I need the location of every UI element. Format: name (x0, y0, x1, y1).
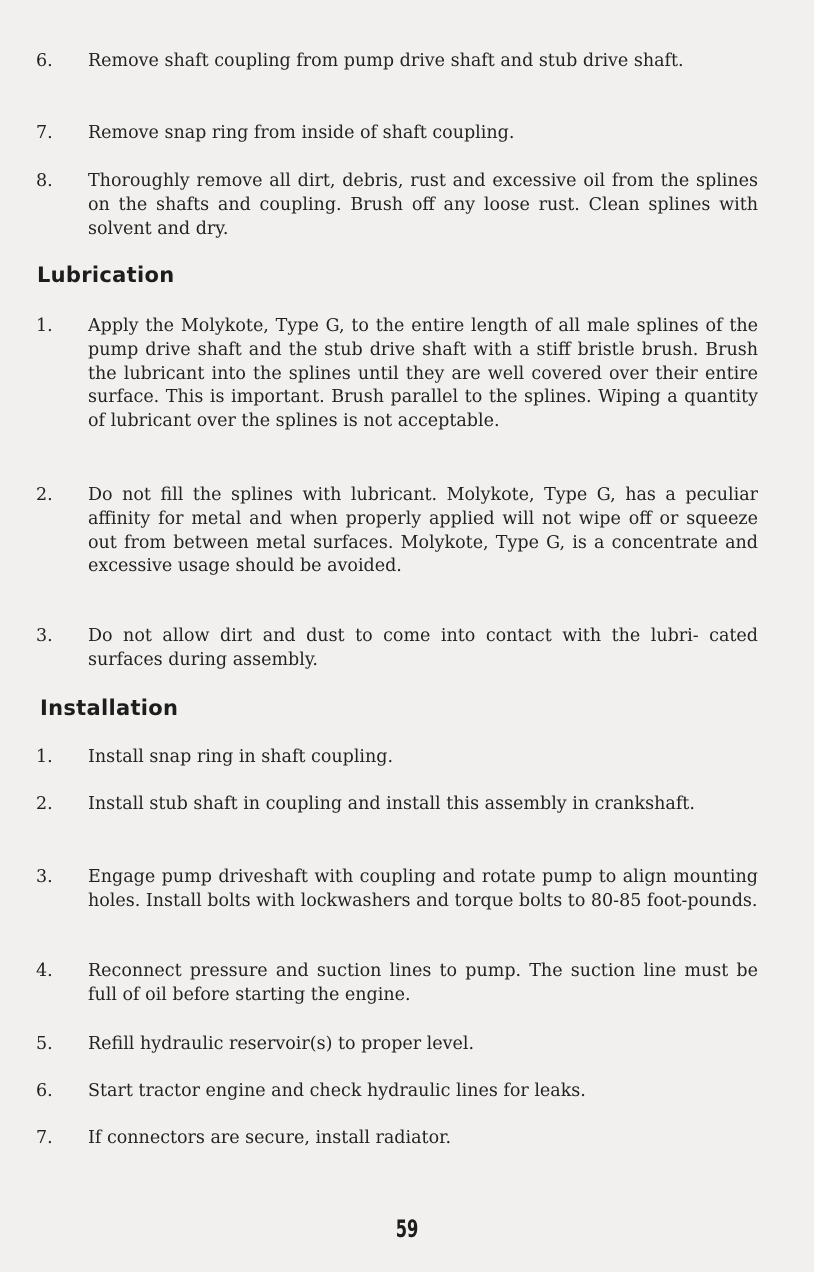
step-text: Refill hydraulic reservoir(s) to proper level. (88, 1034, 475, 1054)
step-text: Install snap ring in shaft coupling. (88, 747, 394, 767)
step-text: Apply the Molykote, Type G, to the entire length of all male splines of the pump drive shaft and the stub drive shaft with a stiff bristle brush. Brush the lubricant into the splines until they are well covered over their entire surface. This is important. Brush parallel to the splines. Wiping a quantity of lubricant over the splines is not acceptable. (88, 316, 758, 432)
installation-heading: Installation (40, 696, 179, 720)
step-number: 1. (36, 747, 53, 767)
step-number: 5. (36, 1034, 53, 1054)
step-number: 3. (36, 867, 53, 887)
step-text: If connectors are secure, install radiator. (88, 1128, 452, 1148)
step-text: Remove shaft coupling from pump drive shaft and stub drive shaft. (88, 51, 684, 71)
step-number: 8. (36, 171, 53, 191)
step-number: 3. (36, 626, 53, 646)
step-text: Remove snap ring from inside of shaft coupling. (88, 123, 515, 143)
step-text: Install stub shaft in coupling and install this assembly in crankshaft. (88, 794, 695, 814)
lubrication-heading: Lubrication (37, 263, 175, 287)
step-number: 6. (36, 51, 53, 71)
step-number: 2. (36, 485, 53, 505)
step-number: 2. (36, 794, 53, 814)
step-number: 1. (36, 316, 53, 336)
step-number: 7. (36, 1128, 53, 1148)
step-number: 6. (36, 1081, 53, 1101)
step-text: Reconnect pressure and suction lines to pump. The suction line must be full of oil before starting the engine. (88, 961, 758, 1005)
step-text: Thoroughly remove all dirt, debris, rust and excessive oil from the splines on the shafts and coupling. Brush off any loose rust. Clean splines with solvent and dry. (88, 171, 758, 239)
step-text: Do not fill the splines with lubricant. Molykote, Type G, has a peculiar affinity for metal and when properly applied will not wipe off or squeeze out from between metal surfaces. Molykote, Type G, is a concentrate and excessive usage should be avoided. (88, 485, 758, 577)
page-number: 59 (395, 1215, 419, 1243)
step-text: Do not allow dirt and dust to come into contact with the lubri- cated surfaces during assembly. (88, 626, 758, 670)
step-number: 4. (36, 961, 53, 981)
step-text: Engage pump driveshaft with coupling and rotate pump to align mounting holes. Install bolts with lockwashers and torque bolts to 80-85 foot-pounds. (88, 867, 758, 911)
step-number: 7. (36, 123, 53, 143)
step-text: Start tractor engine and check hydraulic lines for leaks. (88, 1081, 586, 1101)
